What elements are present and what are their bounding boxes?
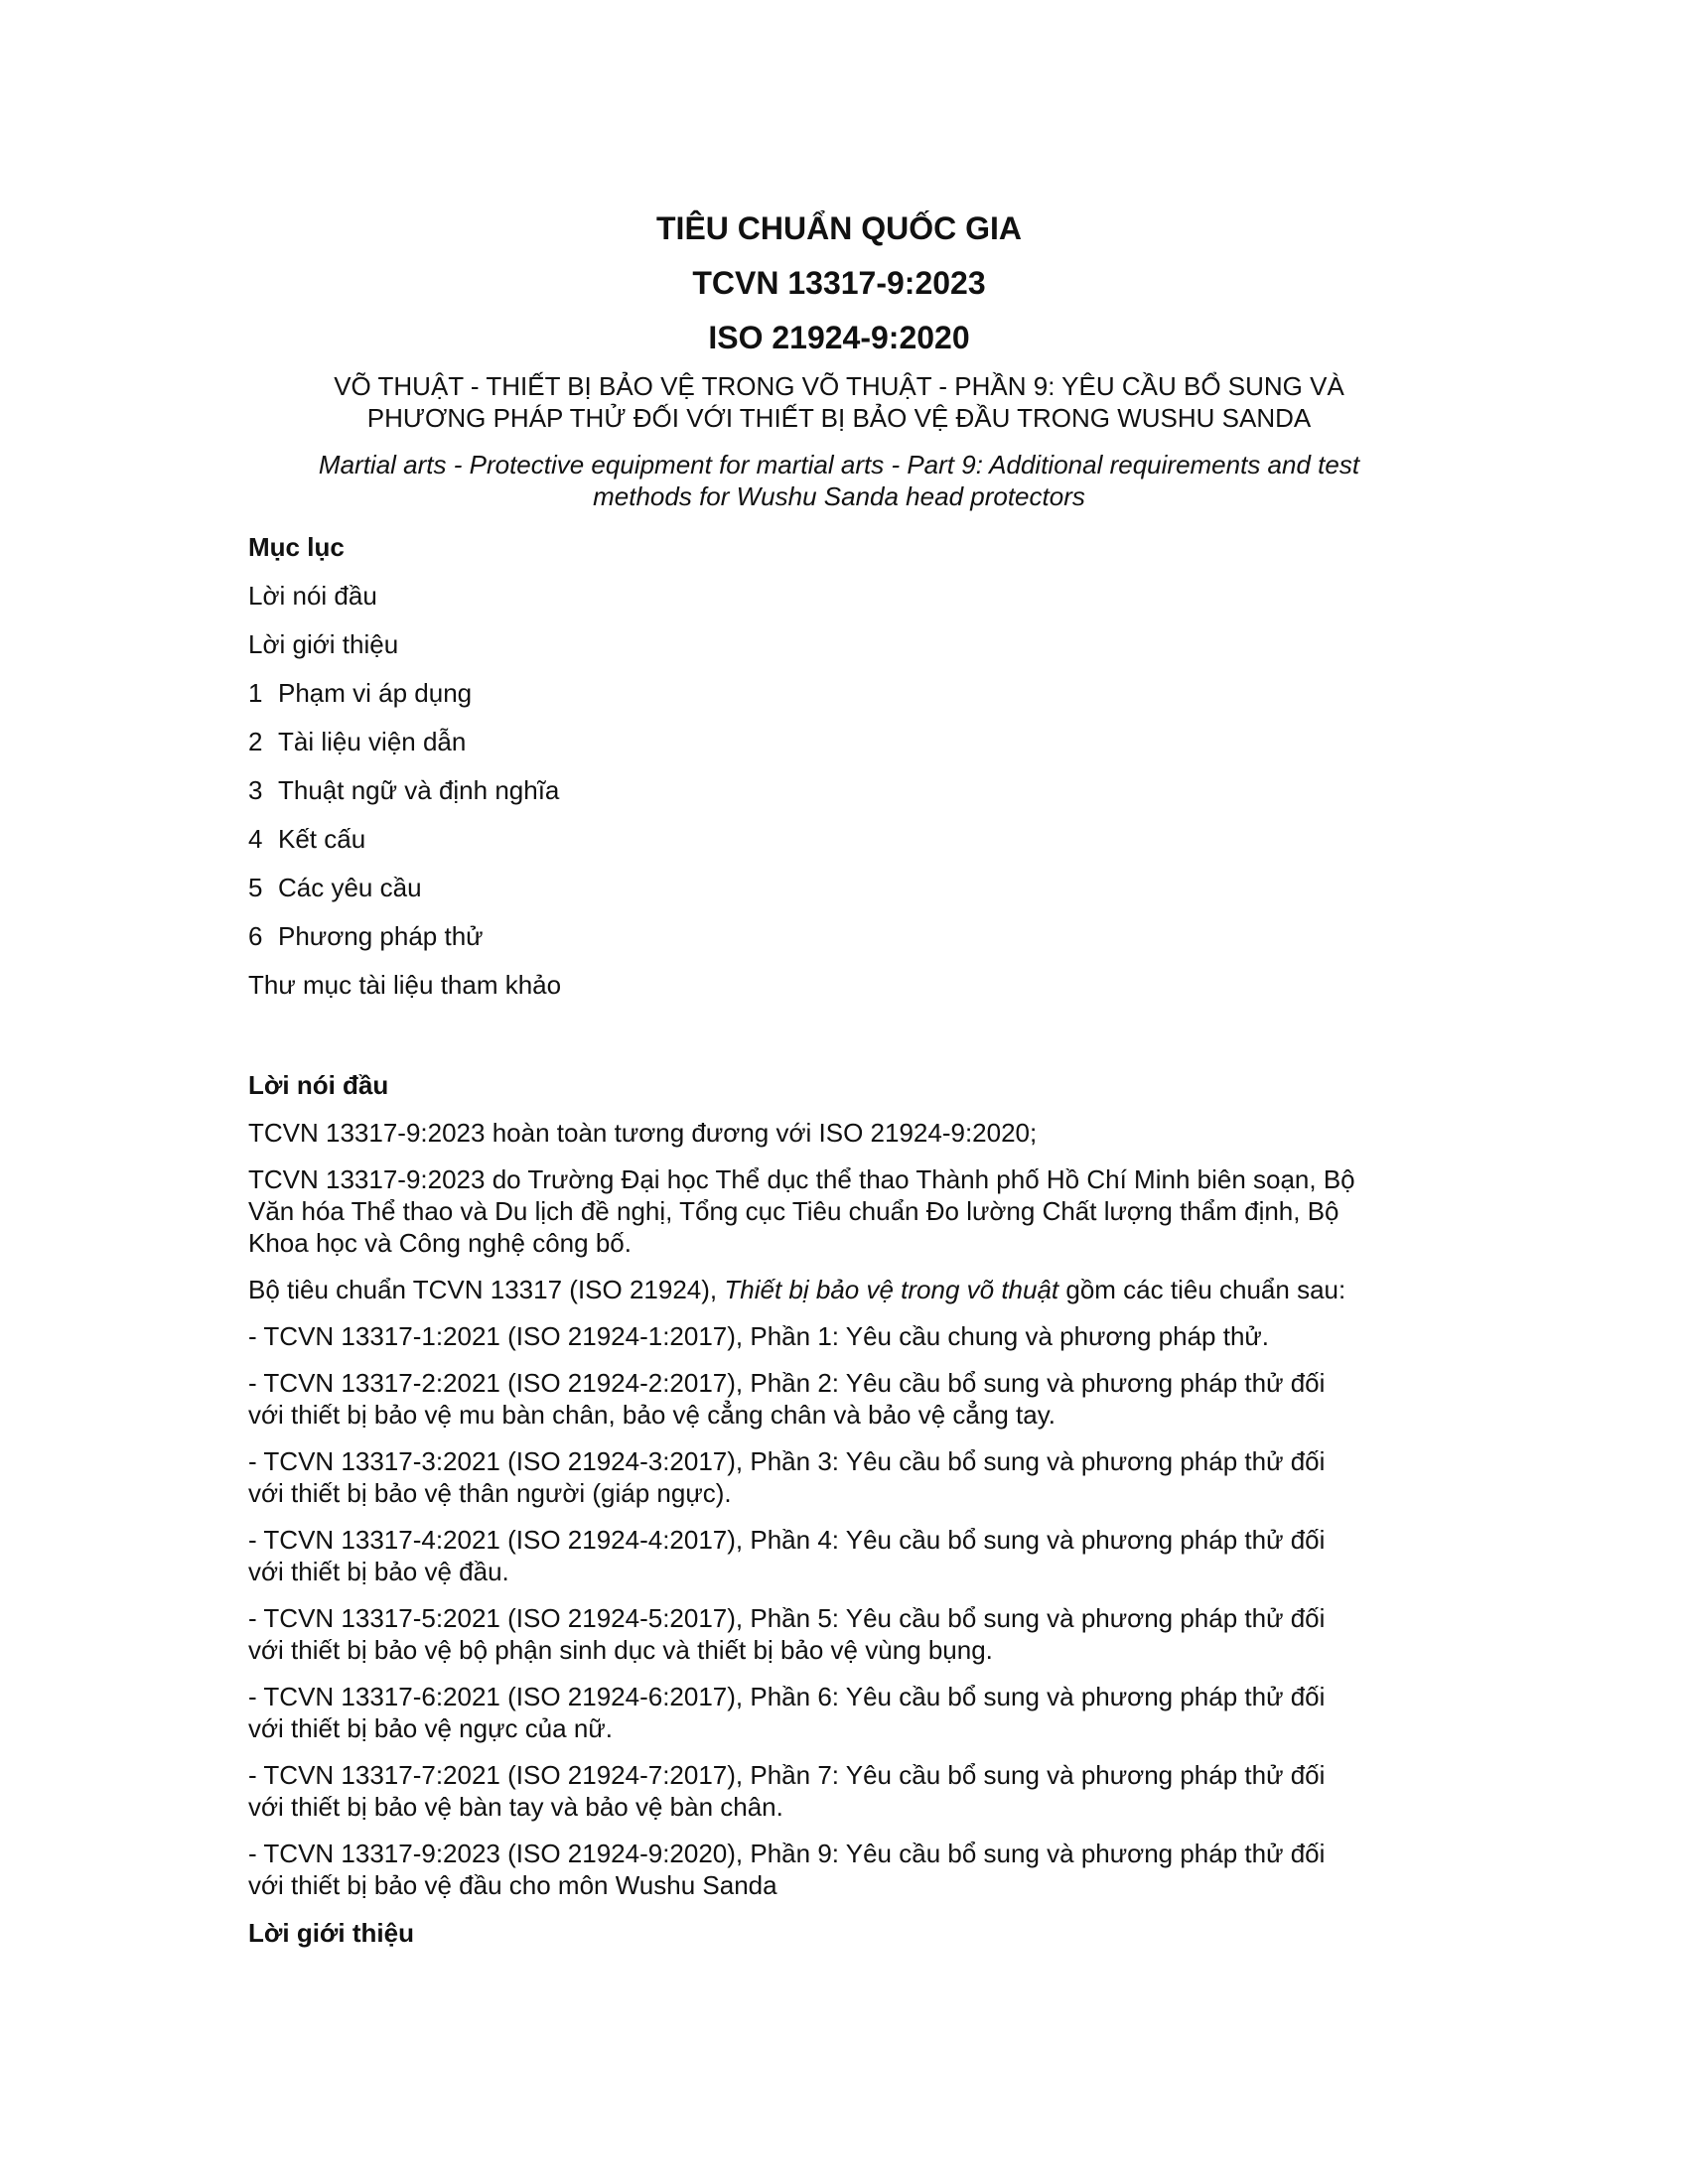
paragraph-line: Văn hóa Thể thao và Du lịch đề nghị, Tổng cục Tiêu chuẩn Đo lường Chất lượng thẩm định, Bộ (248, 1196, 1339, 1226)
foreword-paragraph: TCVN 13317-9:2023 hoàn toàn tương đương với ISO 21924-9:2020; (248, 1118, 1038, 1148)
standard-number: TCVN 13317-9:2023 (692, 265, 986, 301)
toc-item-label: Kết cấu (278, 824, 366, 854)
subtitle-vn-line: PHƯƠNG PHÁP THỬ ĐỐI VỚI THIẾT BỊ BẢO VỆ ĐẦU TRONG WUSHU SANDA (366, 403, 1312, 433)
toc-item-label: Phương pháp thử (278, 921, 484, 951)
foreword-paragraph (248, 1163, 1440, 1259)
document-title: TIÊU CHUẨN QUỐC GIA (656, 210, 1022, 246)
paragraph-line: - TCVN 13317-3:2021 (ISO 21924-3:2017), Phần 3: Yêu cầu bổ sung và phương pháp thử đối (248, 1446, 1326, 1476)
paragraph-line: Khoa học và Công nghệ công bố. (248, 1228, 632, 1258)
series-title: Thiết bị bảo vệ trong võ thuật (724, 1275, 1059, 1304)
toc-item-bibliography (248, 968, 1440, 1002)
part-list-item (248, 1681, 1440, 1744)
paragraph-line: với thiết bị bảo vệ ngực của nữ. (248, 1713, 613, 1743)
paragraph-text: gồm các tiêu chuẩn sau: (1058, 1275, 1346, 1304)
paragraph-line: với thiết bị bảo vệ bàn tay và bảo vệ bàn chân. (248, 1792, 783, 1822)
subtitle-en-line: Martial arts - Protective equipment for martial arts - Part 9: Additional requirements and test (318, 450, 1360, 479)
paragraph-line: - TCVN 13317-6:2021 (ISO 21924-6:2017), Phần 6: Yêu cầu bổ sung và phương pháp thử đối (248, 1682, 1326, 1711)
section-spacer (248, 1017, 1440, 1068)
toc-item-label: Tài liệu viện dẫn (278, 727, 467, 756)
part-list-item (248, 1445, 1440, 1509)
toc-item-number: 2 (248, 727, 263, 756)
toc-item-construction (248, 822, 1440, 856)
paragraph-line: - TCVN 13317-7:2021 (ISO 21924-7:2017), Phần 7: Yêu cầu bổ sung và phương pháp thử đối (248, 1760, 1326, 1790)
toc-item-label: Lời nói đầu (248, 581, 377, 611)
introduction-section (248, 1916, 1440, 1950)
part-list-item (248, 1602, 1440, 1666)
part-list-item (248, 1759, 1440, 1823)
toc-item-number: 1 (248, 678, 263, 708)
paragraph-line: với thiết bị bảo vệ thân người (giáp ngực). (248, 1478, 732, 1508)
title-block (243, 206, 1435, 512)
part-list-item (248, 1838, 1440, 1901)
toc-item-introduction (248, 627, 1440, 661)
toc-item-label: Thuật ngữ và định nghĩa (278, 775, 560, 805)
subtitle-en-line: methods for Wushu Sanda head protectors (593, 481, 1085, 511)
part-list-item (248, 1320, 1440, 1352)
toc-item-foreword (248, 579, 1440, 613)
toc-item-label: Thư mục tài liệu tham khảo (248, 970, 562, 1000)
toc-item-scope (248, 676, 1440, 710)
introduction-heading: Lời giới thiệu (248, 1918, 414, 1948)
paragraph-line: với thiết bị bảo vệ mu bàn chân, bảo vệ cẳng chân và bảo vệ cẳng tay. (248, 1400, 1055, 1430)
paragraph-line: với thiết bị bảo vệ bộ phận sinh dục và thiết bị bảo vệ vùng bụng. (248, 1635, 993, 1665)
paragraph-line: - TCVN 13317-1:2021 (ISO 21924-1:2017), Phần 1: Yêu cầu chung và phương pháp thử. (248, 1321, 1270, 1351)
paragraph-line: - TCVN 13317-9:2023 (ISO 21924-9:2020), Phần 9: Yêu cầu bổ sung và phương pháp thử đối (248, 1839, 1326, 1868)
toc-item-number: 3 (248, 775, 263, 805)
paragraph-line: - TCVN 13317-2:2021 (ISO 21924-2:2017), Phần 2: Yêu cầu bổ sung và phương pháp thử đối (248, 1368, 1326, 1398)
toc-item-number: 4 (248, 824, 263, 854)
foreword-paragraph (248, 1274, 1440, 1305)
part-list-item (248, 1524, 1440, 1587)
paragraph-line: - TCVN 13317-4:2021 (ISO 21924-4:2017), Phần 4: Yêu cầu bổ sung và phương pháp thử đối (248, 1525, 1326, 1555)
iso-number: ISO 21924-9:2020 (708, 320, 970, 355)
paragraph-line: với thiết bị bảo vệ đầu. (248, 1557, 509, 1586)
table-of-contents (248, 530, 1440, 1002)
paragraph-line: TCVN 13317-9:2023 do Trường Đại học Thể dục thể thao Thành phố Hồ Chí Minh biên soạn, Bộ (248, 1164, 1355, 1194)
toc-item-references (248, 725, 1440, 758)
paragraph-line: với thiết bị bảo vệ đầu cho môn Wushu Sanda (248, 1870, 777, 1900)
foreword-heading: Lời nói đầu (248, 1070, 389, 1100)
toc-item-label: Các yêu cầu (278, 873, 422, 902)
toc-item-label: Lời giới thiệu (248, 629, 399, 659)
toc-item-number: 6 (248, 921, 263, 951)
toc-item-test-methods (248, 919, 1440, 953)
subtitle-vietnamese (243, 370, 1435, 434)
paragraph-line: - TCVN 13317-5:2021 (ISO 21924-5:2017), Phần 5: Yêu cầu bổ sung và phương pháp thử đối (248, 1603, 1326, 1633)
toc-heading: Mục lục (248, 532, 345, 562)
foreword-section (248, 1068, 1440, 1901)
toc-item-number: 5 (248, 873, 263, 902)
paragraph-text: Bộ tiêu chuẩn TCVN 13317 (ISO 21924), (248, 1275, 725, 1304)
subtitle-english (243, 449, 1435, 512)
toc-item-label: Phạm vi áp dụng (278, 678, 473, 708)
part-list-item (248, 1367, 1440, 1431)
toc-item-terms (248, 773, 1440, 807)
document-page (248, 206, 1440, 1965)
toc-item-requirements (248, 871, 1440, 904)
subtitle-vn-line: VÕ THUẬT - THIẾT BỊ BẢO VỆ TRONG VÕ THUẬT - PHẦN 9: YÊU CẦU BỔ SUNG VÀ (334, 371, 1344, 401)
